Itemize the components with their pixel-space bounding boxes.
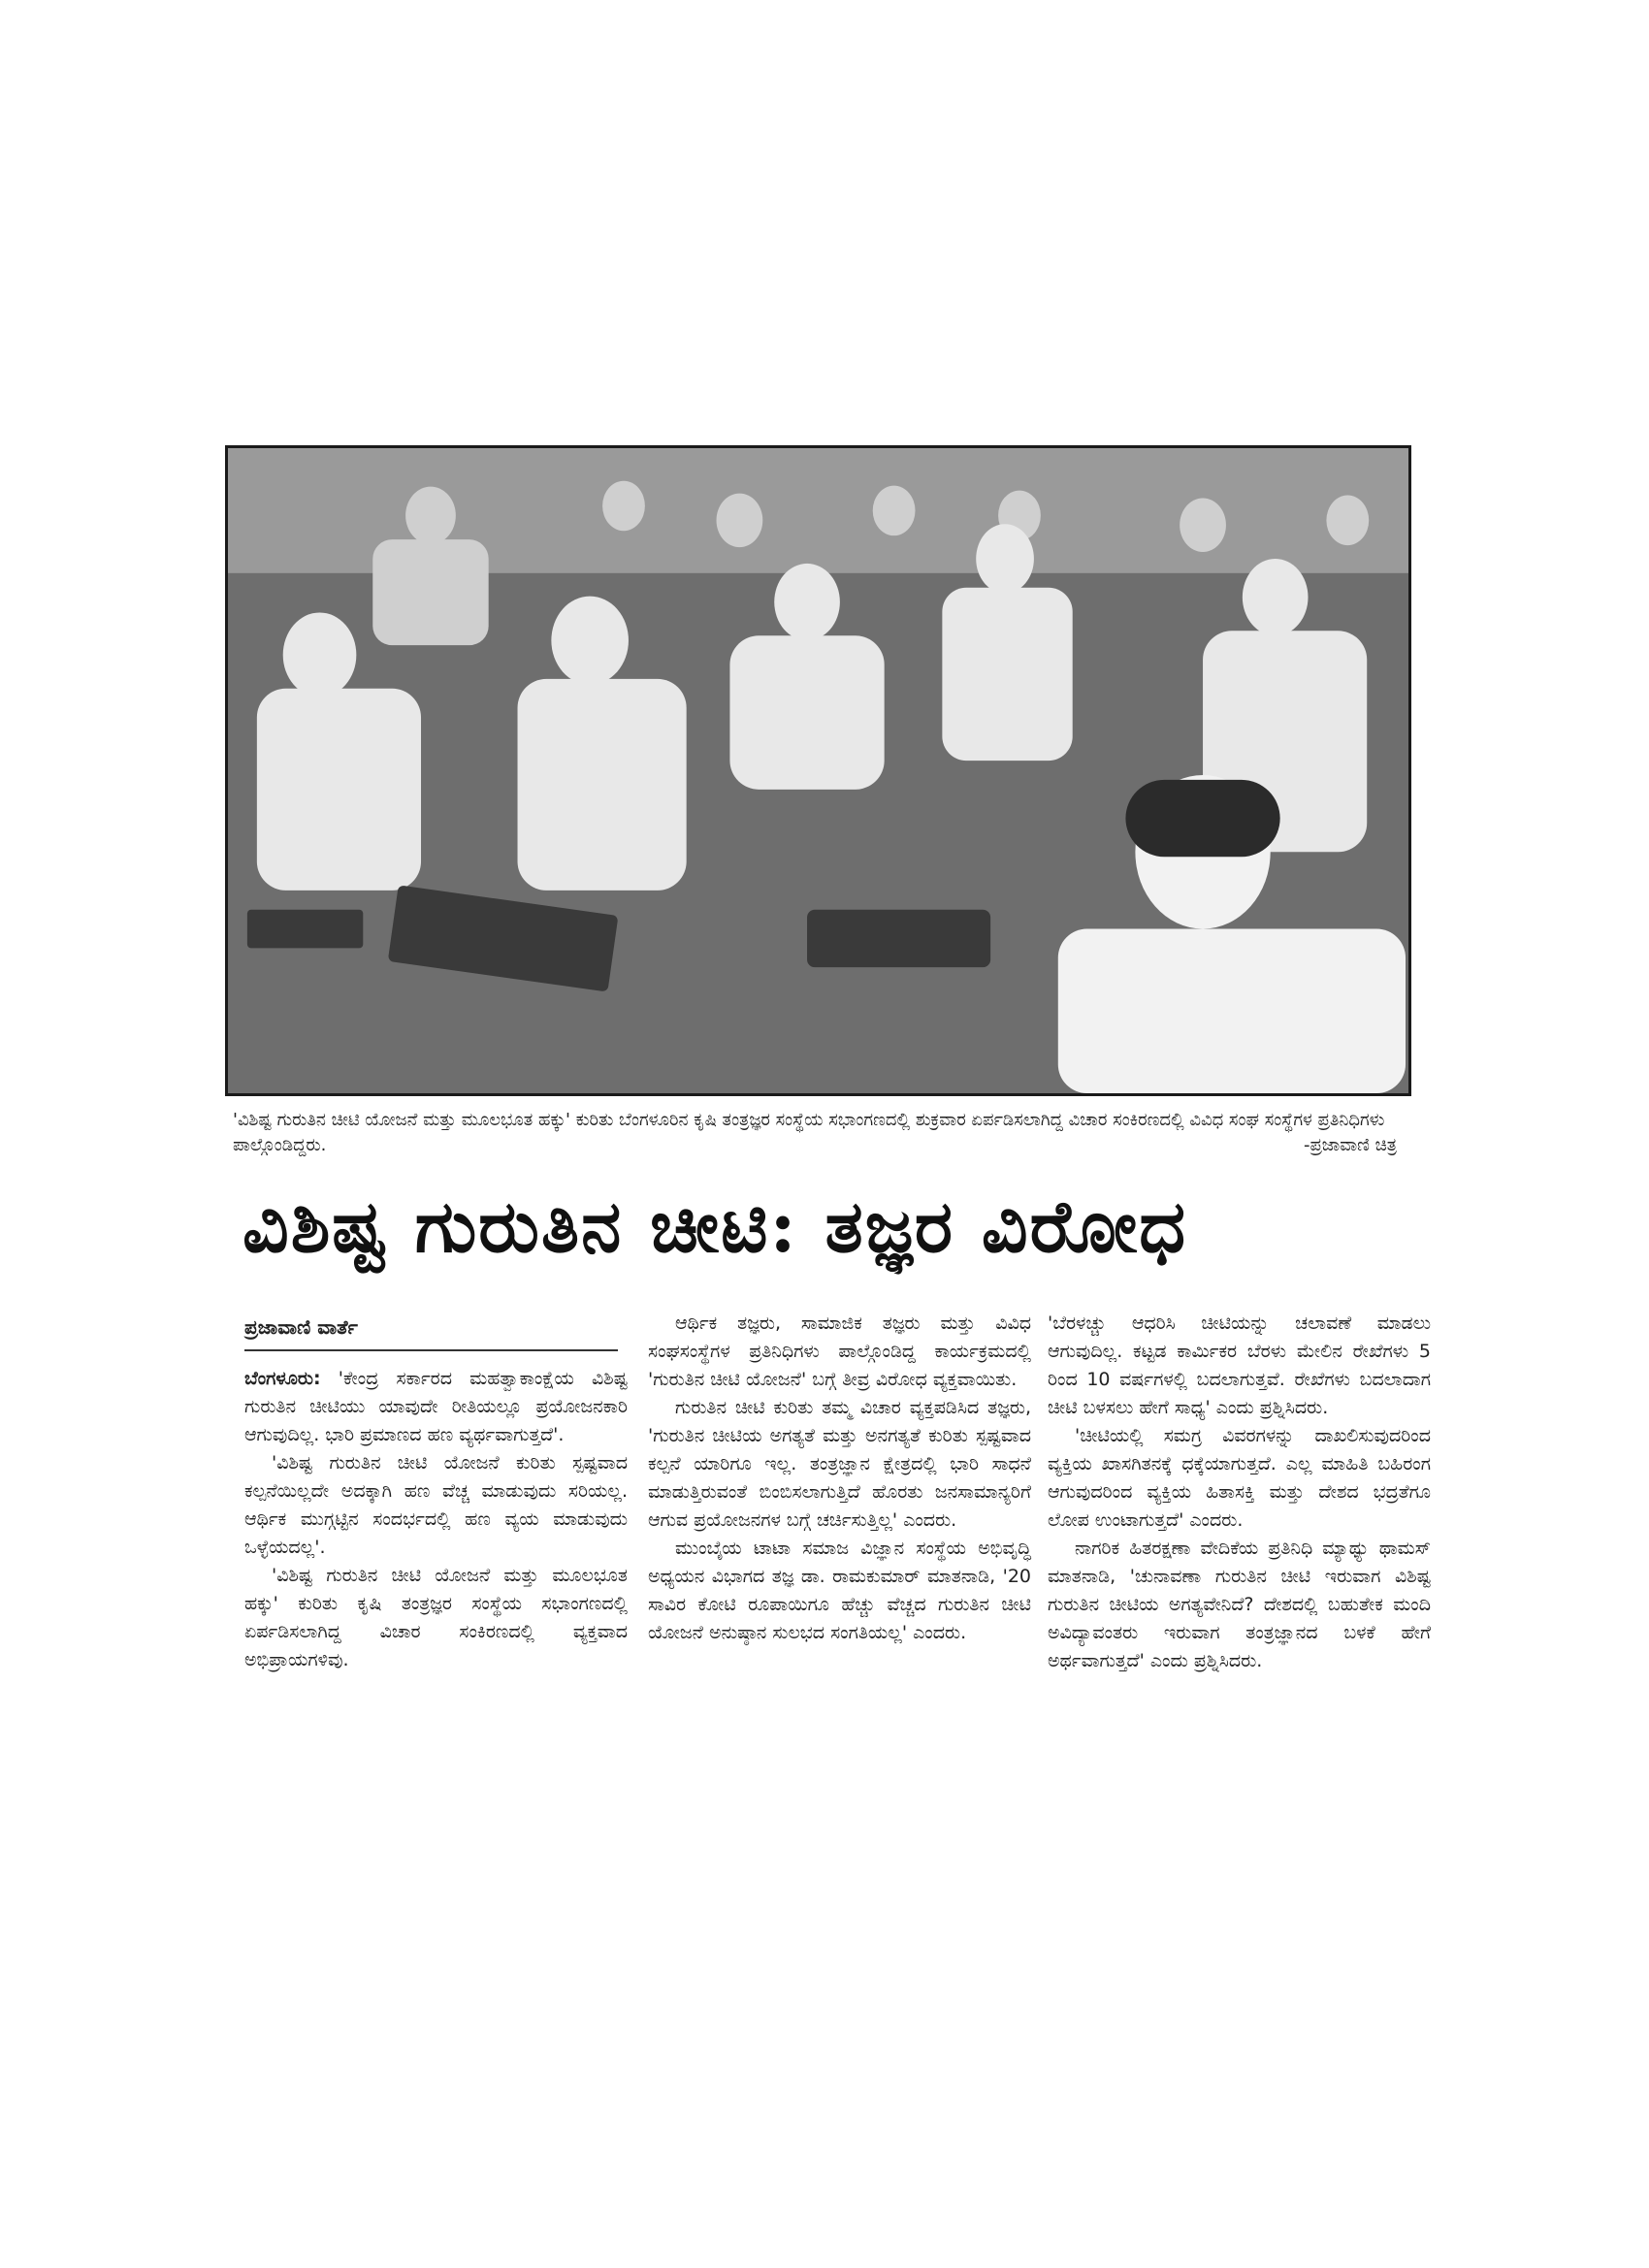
article-column-1 — [244, 1310, 628, 1674]
byline-rule — [244, 1349, 618, 1351]
paragraph: 'ಬೆರಳಚ್ಚು ಆಧರಿಸಿ ಚೀಟಿಯನ್ನು ಚಲಾವಣೆ ಮಾಡಲು ಆಗುವುದಿಲ್ಲ. ಕಟ್ಟಡ ಕಾರ್ಮಿಕರ ಬೆರಳು ಮೇಲಿನ ರೇಖೆಗಳು 5 ರಿಂದ 10 ವರ್ಷಗಳಲ್ಲಿ ಬದಲಾಗುತ್ತವೆ. ರೇಖೆಗಳು ಬದಲಾದಾಗ ಚೀಟಿ ಬಳಸಲು ಹೇಗೆ ಸಾಧ್ಯ' ಎಂದು ಪ್ರಶ್ನಿಸಿದರು. — [1048, 1312, 1431, 1418]
photo-credit: -ಪ್ರಜಾವಾಣಿ ಚಿತ್ರ — [1303, 1135, 1397, 1155]
article-column-3 — [1048, 1310, 1431, 1675]
news-photo — [225, 445, 1411, 1096]
paragraph-text: 'ಕೇಂದ್ರ ಸರ್ಕಾರದ ಮಹತ್ವಾಕಾಂಕ್ಷೆಯ ವಿಶಿಷ್ಟ ಗುರುತಿನ ಚೀಟಿಯು ಯಾವುದೇ ರೀತಿಯಲ್ಲೂ ಪ್ರಯೋಜನಕಾರಿ ಆಗುವುದಿಲ್ಲ. ಭಾರಿ ಪ್ರಮಾಣದ ಹಣ ವ್ಯರ್ಥವಾಗುತ್ತದೆ'. — [244, 1368, 628, 1445]
paragraph: ನಾಗರಿಕ ಹಿತರಕ್ಷಣಾ ವೇದಿಕೆಯ ಪ್ರತಿನಿಧಿ ಮ್ಯಾಥ್ಯು ಥಾಮಸ್ ಮಾತನಾಡಿ, 'ಚುನಾವಣಾ ಗುರುತಿನ ಚೀಟಿ ಇರುವಾಗ ವಿಶಿಷ್ಟ ಗುರುತಿನ ಚೀಟಿಯ ಅಗತ್ಯವೇನಿದೆ? ದೇಶದಲ್ಲಿ ಬಹುತೇಕ ಮಂದಿ ಅವಿದ್ಯಾವಂತರು ಇರುವಾಗ ತಂತ್ರಜ್ಞಾನದ ಬಳಕೆ ಹೇಗೆ ಅರ್ಥವಾಗುತ್ತದೆ' ಎಂದು ಪ್ರಶ್ನಿಸಿದರು. — [1048, 1538, 1431, 1671]
byline: ಪ್ರಜಾವಾಣಿ ವಾರ್ತೆ — [244, 1315, 358, 1339]
audience-photo-graphic — [228, 448, 1408, 1093]
photo-caption — [233, 1108, 1416, 1158]
paragraph: ಗುರುತಿನ ಚೀಟಿ ಕುರಿತು ತಮ್ಮ ವಿಚಾರ ವ್ಯಕ್ತಪಡಿಸಿದ ತಜ್ಞರು, 'ಗುರುತಿನ ಚೀಟಿಯ ಅಗತ್ಯತೆ ಮತ್ತು ಅನಗತ್ಯತೆ ಕುರಿತು ಸ್ಪಷ್ಟವಾದ ಕಲ್ಪನೆ ಯಾರಿಗೂ ಇಲ್ಲ. ತಂತ್ರಜ್ಞಾನ ಕ್ಷೇತ್ರದಲ್ಲಿ ಭಾರಿ ಸಾಧನೆ ಮಾಡುತ್ತಿರುವಂತೆ ಬಿಂಬಿಸಲಾಗುತ್ತಿದೆ ಹೊರತು ಜನಸಾಮಾನ್ಯರಿಗೆ ಆಗುವ ಪ್ರಯೋಜನಗಳ ಬಗ್ಗೆ ಚರ್ಚಿಸುತ್ತಿಲ್ಲ' ಎಂದರು. — [648, 1397, 1031, 1531]
dateline: ಬೆಂಗಳೂರು: — [244, 1368, 321, 1389]
paragraph — [244, 1365, 628, 1449]
caption-text: 'ವಿಶಿಷ್ಟ ಗುರುತಿನ ಚೀಟಿ ಯೋಜನೆ ಮತ್ತು ಮೂಲಭೂತ ಹಕ್ಕು' ಕುರಿತು ಬೆಂಗಳೂರಿನ ಕೃಷಿ ತಂತ್ರಜ್ಞರ ಸಂಸ್ಥೆಯ ಸಭಾಂಗಣದಲ್ಲಿ ಶುಕ್ರವಾರ ಏರ್ಪಡಿಸಲಾಗಿದ್ದ ವಿಚಾರ ಸಂಕಿರಣದಲ್ಲಿ ವಿವಿಧ ಸಂಘ ಸಂಸ್ಥೆಗಳ ಪ್ರತಿನಿಧಿಗಳು ಪಾಲ್ಗೊಂಡಿದ್ದರು. — [233, 1110, 1385, 1155]
paragraph: 'ಚೀಟಿಯಲ್ಲಿ ಸಮಗ್ರ ವಿವರಗಳನ್ನು ದಾಖಲಿಸುವುದರಿಂದ ವ್ಯಕ್ತಿಯ ಖಾಸಗಿತನಕ್ಕೆ ಧಕ್ಕೆಯಾಗುತ್ತದೆ. ಎಲ್ಲ ಮಾಹಿತಿ ಬಹಿರಂಗ ಆಗುವುದರಿಂದ ವ್ಯಕ್ತಿಯ ಹಿತಾಸಕ್ತಿ ಮತ್ತು ದೇಶದ ಭದ್ರತೆಗೂ ಲೋಪ ಉಂಟಾಗುತ್ತದೆ' ಎಂದರು. — [1048, 1425, 1431, 1531]
paragraph: 'ವಿಶಿಷ್ಟ ಗುರುತಿನ ಚೀಟಿ ಯೋಜನೆ ಕುರಿತು ಸ್ಪಷ್ಟವಾದ ಕಲ್ಪನೆಯಿಲ್ಲದೇ ಅದಕ್ಕಾಗಿ ಹಣ ವೆಚ್ಚ ಮಾಡುವುದು ಸರಿಯಲ್ಲ. ಆರ್ಥಿಕ ಮುಗ್ಗಟ್ಟಿನ ಸಂದರ್ಭದಲ್ಲಿ ಹಣ ವ್ಯಯ ಮಾಡುವುದು ಒಳ್ಳೆಯದಲ್ಲ'. — [244, 1452, 628, 1558]
paragraph: 'ವಿಶಿಷ್ಟ ಗುರುತಿನ ಚೀಟಿ ಯೋಜನೆ ಮತ್ತು ಮೂಲಭೂತ ಹಕ್ಕು' ಕುರಿತು ಕೃಷಿ ತಂತ್ರಜ್ಞರ ಸಂಸ್ಥೆಯ ಸಭಾಂಗಣದಲ್ಲಿ ಏರ್ಪಡಿಸಲಾಗಿದ್ದ ವಿಚಾರ ಸಂಕಿರಣದಲ್ಲಿ ವ್ಯಕ್ತವಾದ ಅಭಿಪ್ರಾಯಗಳಿವು. — [244, 1565, 628, 1670]
paragraph: ಮುಂಬೈಯ ಟಾಟಾ ಸಮಾಜ ವಿಜ್ಞಾನ ಸಂಸ್ಥೆಯ ಅಭಿವೃದ್ಧಿ ಅಧ್ಯಯನ ವಿಭಾಗದ ತಜ್ಞ ಡಾ. ರಾಮಕುಮಾರ್ ಮಾತನಾಡಿ, '20 ಸಾವಿರ ಕೋಟಿ ರೂಪಾಯಿಗೂ ಹೆಚ್ಚು ವೆಚ್ಚದ ಗುರುತಿನ ಚೀಟಿ ಯೋಜನೆ ಅನುಷ್ಠಾನ ಸುಲಭದ ಸಂಗತಿಯಲ್ಲ' ಎಂದರು. — [648, 1538, 1031, 1643]
paragraph: ಆರ್ಥಿಕ ತಜ್ಞರು, ಸಾಮಾಜಿಕ ತಜ್ಞರು ಮತ್ತು ವಿವಿಧ ಸಂಘಸಂಸ್ಥೆಗಳ ಪ್ರತಿನಿಧಿಗಳು ಪಾಲ್ಗೊಂಡಿದ್ದ ಕಾರ್ಯಕ್ರಮದಲ್ಲಿ 'ಗುರುತಿನ ಚೀಟಿ ಯೋಜನೆ' ಬಗ್ಗೆ ತೀವ್ರ ವಿರೋಧ ವ್ಯಕ್ತವಾಯಿತು. — [648, 1312, 1031, 1390]
headline: ವಿಶಿಷ್ಟ ಗುರುತಿನ ಚೀಟಿ: ತಜ್ಞರ ವಿರೋಧ — [242, 1185, 1188, 1269]
article-column-2 — [648, 1310, 1031, 1647]
